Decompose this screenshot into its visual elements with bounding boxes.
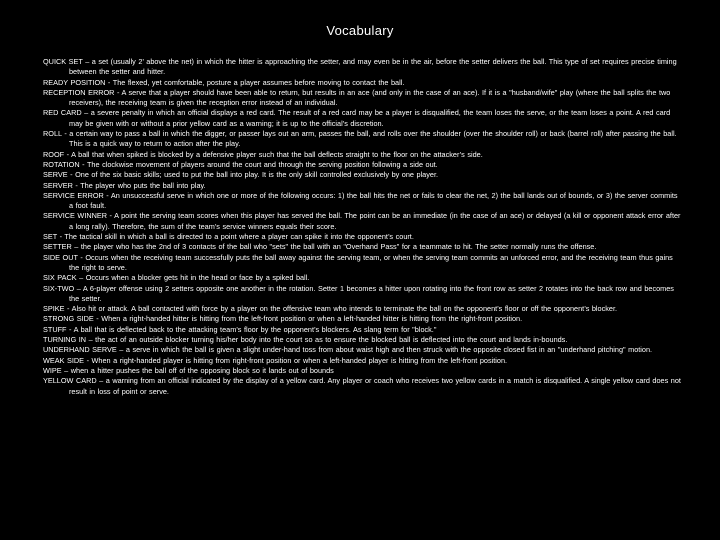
vocabulary-entry-yellow-card: YELLOW CARD – a warning from an official indicated by the display of a yellow card. Any player or coach who receives two yellow cards in a match is disqualified. A single yellow card does not result in loss of point or serve. (43, 376, 681, 396)
vocabulary-entry-wipe: WIPE – when a hitter pushes the ball off of the opposing block so it lands out of bounds (43, 365, 334, 375)
vocabulary-entry-red-card: RED CARD – a severe penalty in which an official displays a red card. The result of a red card may be a player is disqualified, the team loses the serve, or the team loses a point. A red card may be given with or without a prior yellow card as a warning; it is up to the official’s discretion. (43, 108, 671, 128)
vocabulary-entry-server: SERVER - The player who puts the ball into play. (43, 180, 206, 190)
vocabulary-entry-six-two: SIX-TWO – A 6-player offense using 2 setters opposite one another in the rotation. Setter 1 becomes a hitter upon rotating into the front row as setter 2 rotates into the back row and becomes the setter. (43, 283, 674, 303)
vocabulary-entry-rotation: ROTATION - The clockwise movement of players around the court and through the serving position following a side out. (43, 159, 438, 169)
vocabulary-entry-serve: SERVE - One of the six basic skills; used to put the ball into play. It is the only skill controlled exclusively by one player. (43, 170, 439, 180)
vocabulary-entry-stuff: STUFF - A ball that is deflected back to the attacking team’s floor by the opponent’s blockers. As slang term for "block." (43, 324, 437, 334)
vocabulary-list (43, 57, 683, 397)
vocabulary-entry-roll: ROLL - a certain way to pass a ball in which the digger, or passer lays out an arm, passes the ball, and rolls over the shoulder (over the shoulder roll) or back (barrel roll) after passing the ball. This is a quick way to return to action after the play. (43, 129, 677, 149)
vocabulary-entry-six-pack: SIX PACK – Occurs when a blocker gets hit in the head or face by a spiked ball. (43, 273, 310, 283)
slide-title: Vocabulary (326, 23, 394, 38)
vocabulary-entry-ready-position: READY POSITION - The flexed, yet comfortable, posture a player assumes before moving to contact the ball. (43, 77, 405, 87)
vocabulary-entry-underhand-serve: UNDERHAND SERVE – a serve in which the ball is given a slight under-hand toss from about waist high and then struck with the opposite closed fist in an "underhand pitching" motion. (43, 345, 653, 355)
vocabulary-entry-quick-set: QUICK SET – a set (usually 2’ above the net) in which the hitter is approaching the setter, and may even be in the air, before the setter delivers the ball. This type of set requires precise timing between the setter and hitter. (43, 57, 677, 77)
vocabulary-entry-strong-side: STRONG SIDE - When a right-handed hitter is hitting from the left-front position or when a left-handed hitter is hitting from the right-front position. (43, 314, 523, 324)
vocabulary-entry-spike: SPIKE - Also hit or attack. A ball contacted with force by a player on the offensive team who intends to terminate the ball on the opponent’s floor or off the opponent’s blocker. (43, 304, 618, 314)
vocabulary-entry-service-error: SERVICE ERROR - An unsuccessful serve in which one or more of the following occurs: 1) the ball hits the net or fails to clear the net, 2) the ball lands out of bounds, or 3) the server commits a foot fault. (43, 190, 678, 211)
vocabulary-entry-side-out: SIDE OUT - Occurs when the receiving team successfully puts the ball away against the serving team, or when the serving team commits an unforced error, and the receiving team thus gains the right to serve. (43, 252, 673, 272)
vocabulary-entry-setter: SETTER – the player who has the 2nd of 3 contacts of the ball who "sets" the ball with an "Overhand Pass" for a teammate to hit. The setter normally runs the offense. (43, 242, 597, 252)
vocabulary-entry-weak-side: WEAK SIDE - When a right-handed player is hitting from right-front position or when a left-handed player is hitting from the left-front position. (43, 355, 508, 365)
vocabulary-entry-turning-in: TURNING IN – the act of an outside blocker turning his/her body into the court so as to ensure the blocked ball is deflected into the court and lands in-bounds. (43, 335, 568, 345)
vocabulary-entry-roof: ROOF - A ball that when spiked is blocked by a defensive player such that the ball deflects straight to the floor on the attacker’s side. (43, 149, 483, 159)
vocabulary-entry-set: SET - The tactical skill in which a ball is directed to a point where a player can spike it into the opponent’s court. (43, 232, 414, 242)
vocabulary-entry-service-winner: SERVICE WINNER - A point the serving team scores when this player has served the ball. The point can be an immediate (in the case of an ace) or delayed (a kill or opponent attack error after a long rally). Therefore, the sum of the team’s service winners equals their score. (43, 211, 681, 231)
vocabulary-entry-reception-error: RECEPTION ERROR - A serve that a player should have been able to return, but results in an ace (and only in the case of an ace). If it is a "husband/wife" play (where the ball splits the two receivers), the receiving team is given the reception error instead of an individual. (43, 87, 671, 108)
